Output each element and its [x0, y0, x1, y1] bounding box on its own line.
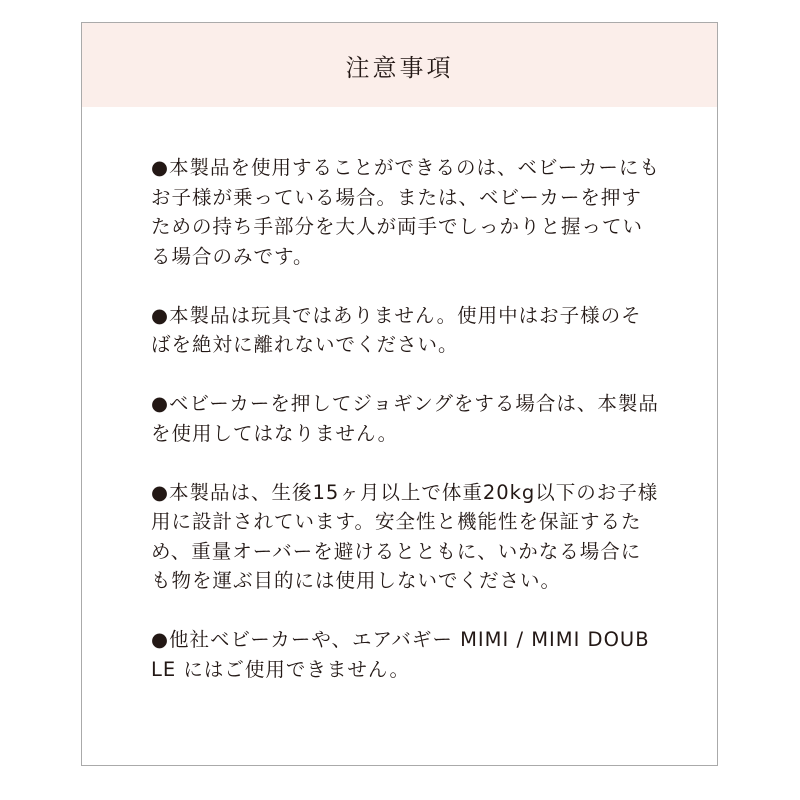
notice-title: 注意事項 — [345, 53, 454, 82]
notice-item-3 — [151, 389, 661, 448]
notice-header — [82, 23, 717, 107]
notice-list — [151, 153, 661, 684]
notice-item-4 — [151, 478, 661, 596]
notice-item-2 — [151, 301, 661, 360]
notice-item-1 — [151, 153, 661, 271]
bullet-icon: ● — [151, 156, 170, 179]
notice-card — [81, 22, 718, 766]
notice-item-text: 他社ベビーカーや、エアバギー MIMI / MIMI DOUBLE にはご使用できません。 — [151, 628, 650, 681]
notice-item-text: 本製品は玩具ではありません。使用中はお子様のそばを絶対に離れないでください。 — [151, 303, 642, 356]
bullet-icon: ● — [151, 392, 170, 415]
notice-item-text: 本製品は、生後15ヶ月以上で体重20kg以下のお子様用に設計されています。安全性と機能性を保証するため、重量オーバーを避けるとともに、いかなる場合にも物を運ぶ目的には使用しないでください。 — [151, 480, 659, 592]
notice-item-5 — [151, 625, 661, 684]
notice-item-text: ベビーカーを押してジョギングをする場合は、本製品を使用してはなりません。 — [151, 392, 659, 445]
bullet-icon: ● — [151, 628, 170, 651]
bullet-icon: ● — [151, 303, 170, 327]
bullet-icon: ● — [151, 480, 170, 504]
notice-item-text: 本製品を使用することができるのは、ベビーカーにもお子様が乗っている場合。または、ベビーカーを押すための持ち手部分を大人が両手でしっかりと握っている場合のみです。 — [151, 156, 660, 268]
